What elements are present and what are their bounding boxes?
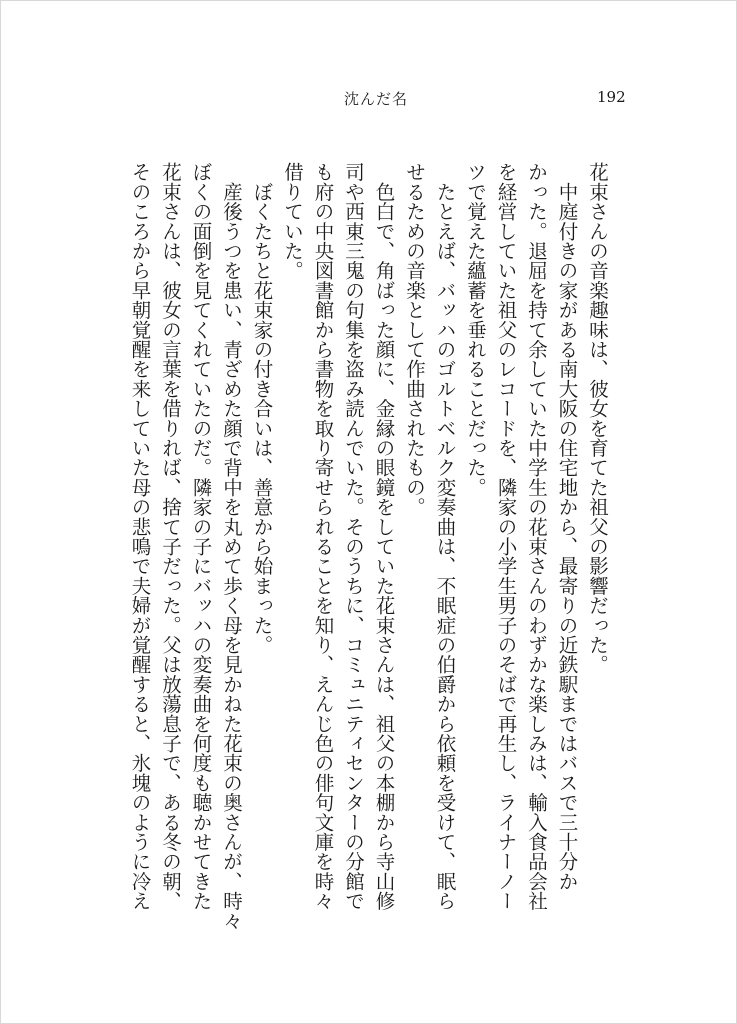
text-line: 産後うつを患い、青ざめた顔で背中を丸めて歩く母を見かねた花束の奥さんが、時々 [220, 162, 243, 931]
text-line: 中庭付きの家がある南大阪の住宅地から、最寄りの近鉄駅まではバスで三十分か [555, 162, 579, 891]
page-number: 192 [597, 88, 626, 106]
text-line: 花束さんの音楽趣味は、彼女を育てた祖父の影響だった。 [586, 162, 609, 675]
body-text [112, 162, 612, 962]
text-line: たとえば、バッハのゴルトベルク変奏曲は、不眠症の伯爵から依頼を受けて、眠ら [433, 162, 457, 911]
text-line: 借りていた。 [281, 162, 304, 281]
text-line: 色白で、角ばった顔に、金縁の眼鏡をしていた花束さんは、祖父の本棚から寺山修 [372, 162, 396, 911]
running-title: 沈んだ名 [344, 90, 409, 108]
text-line: ぼくの面倒を見てくれていたのだ。隣家の子にバッハの変奏曲を何度も聴かせてきた [189, 162, 213, 911]
text-line: かった。退屈を持て余していた中学生の花束さんのわずかな楽しみは、輸入食品会社 [525, 162, 548, 911]
text-line: そのころから早朝覚醒を来していた母の悲鳴で夫婦が覚醒すると、氷塊のように冷え [128, 162, 152, 911]
text-line: ツで覚えた蘊蓄を垂れることだった。 [464, 162, 487, 497]
text-line: も府の中央図書館から書物を取り寄せられることを知り、えんじ色の俳句文庫を時々 [311, 162, 335, 911]
text-line: を経営していた祖父のレコードを、隣家の小学生男子のそばで再生し、ライナーノー [494, 162, 518, 911]
text-line: 花束さんは、彼女の言葉を借りれば、捨て子だった。父は放蕩息子で、ある冬の朝、 [159, 162, 182, 911]
text-line: せるための音楽として作曲されたもの。 [403, 162, 426, 517]
text-line: ぼくたちと花束家の付き合いは、善意から始まった。 [250, 162, 274, 655]
text-line: 司や西東三鬼の句集を盗み読んでいた。そのうちに、コミュニティセンターの分館で [342, 162, 365, 911]
